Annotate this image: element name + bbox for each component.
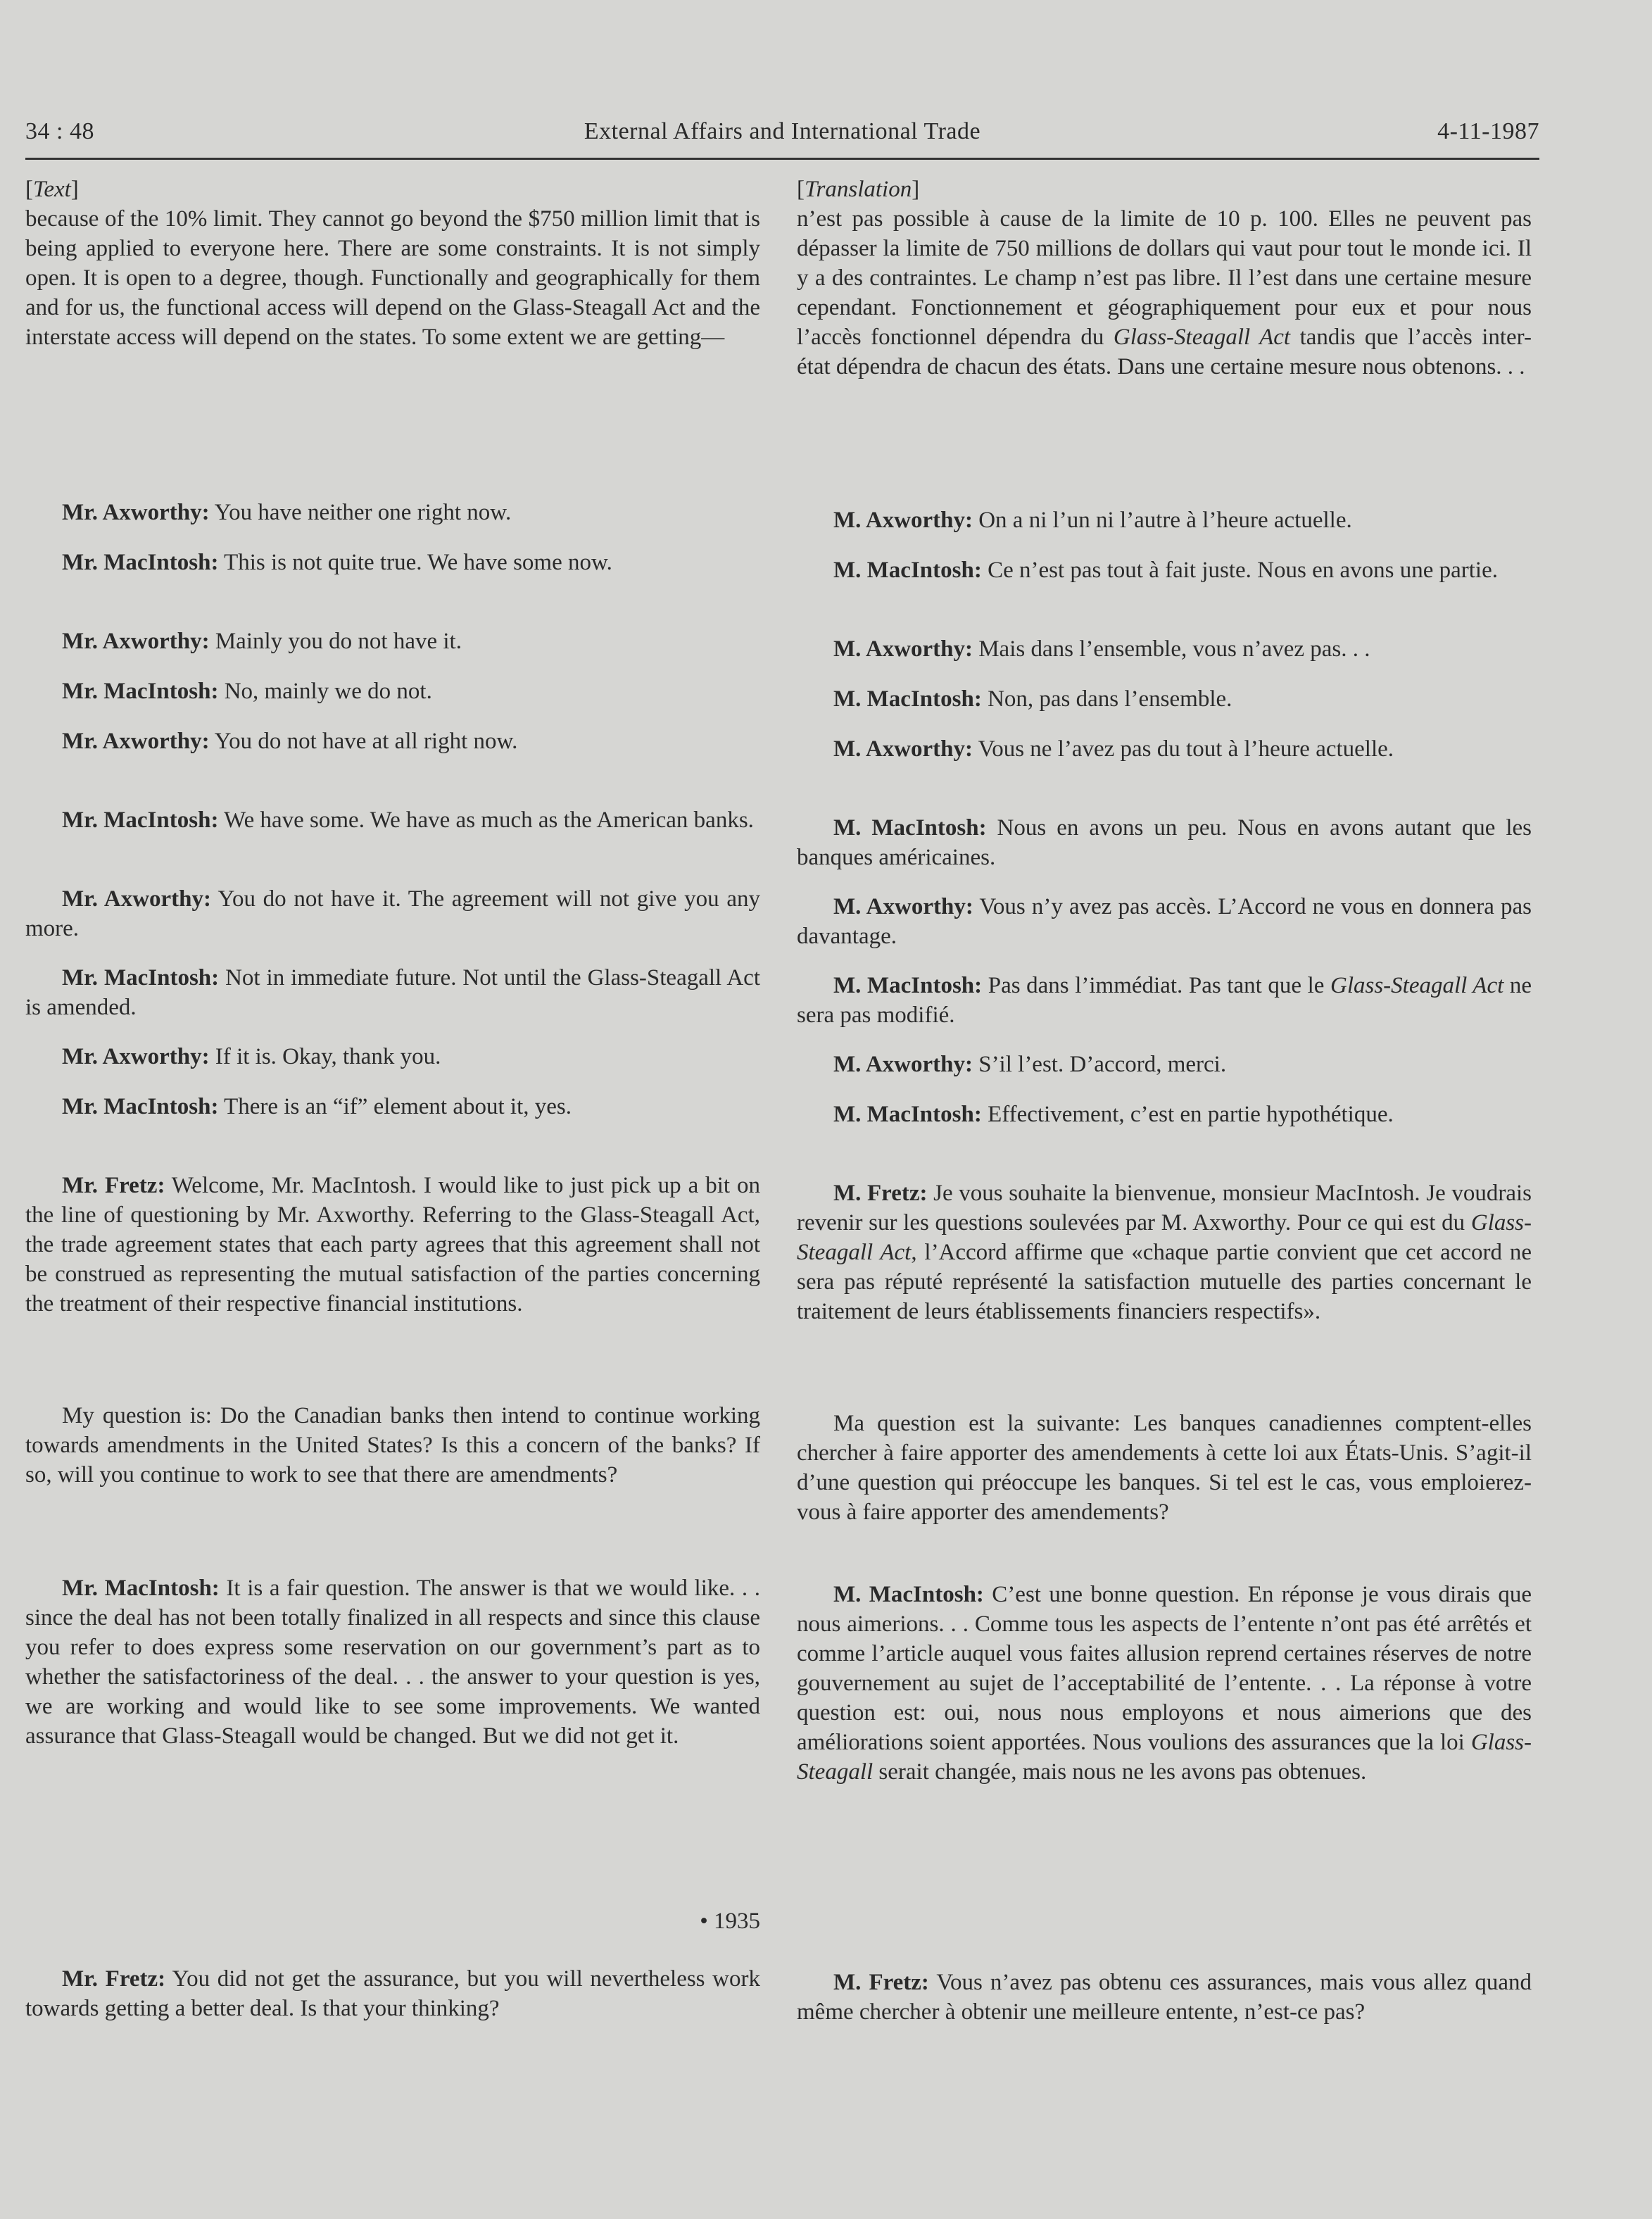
- header-title: External Affairs and International Trade: [584, 118, 981, 144]
- page-reference: 34 : 48: [25, 118, 94, 144]
- speech-paragraph: M. Fretz: Vous n’avez pas obtenu ces assurances, mais vous allez quand même chercher à obtenir une meilleure entente, n’est-ce pas?: [797, 1970, 1532, 2025]
- time-marker: • 1935: [700, 1909, 760, 1934]
- speaker-name: Mr. MacIntosh:: [62, 807, 219, 833]
- paragraph: n’est pas possible à cause de la limite de 10 p. 100. Elles ne peuvent pas dépasser la limite de 750 millions de dollars qui vaut pour tout le monde ici. Il y a des contraintes. Le champ n’est pas libre. Il l’est dans une certaine mesure cependant. Fonctionnement et géographiquement pour eux et pour nous l’accès fonctionnel dépendra du Glass-Steagall Act tandis que l’accès inter-état dépendra de chacun des états. Dans une certaine mesure nous obtenons. . .: [797, 206, 1532, 379]
- speech-paragraph: M. Axworthy: Vous ne l’avez pas du tout à l’heure actuelle.: [833, 736, 1394, 762]
- speaker-name: M. MacIntosh:: [833, 686, 982, 712]
- speech-paragraph: Mr. MacIntosh: Not in immediate future. Not until the Glass-Steagall Act is amended.: [25, 965, 760, 1020]
- speaker-name: Mr. Axworthy:: [62, 886, 212, 912]
- header-date: 4-11-1987: [1437, 118, 1539, 144]
- speech-paragraph: Mr. MacIntosh: No, mainly we do not.: [62, 679, 432, 704]
- speaker-name: Mr. MacIntosh:: [62, 550, 219, 575]
- speech-paragraph: M. MacIntosh: Non, pas dans l’ensemble.: [833, 686, 1232, 712]
- speaker-name: Mr. Fretz:: [62, 1173, 165, 1198]
- speaker-name: M. Fretz:: [833, 1970, 929, 1995]
- speech-paragraph: Mr. Axworthy: You have neither one right now.: [62, 500, 512, 525]
- speech-paragraph: M. MacIntosh: Nous en avons un peu. Nous en avons autant que les banques américaines.: [797, 815, 1532, 870]
- speaker-name: M. Axworthy:: [833, 736, 973, 762]
- speaker-name: M. Axworthy:: [833, 508, 973, 533]
- speech-paragraph: Mr. MacIntosh: It is a fair question. The answer is that we would like. . . since the deal has not been totally finalized in all respects and since this clause you refer to does express some reservation on our government’s part as to whether the satisfactoriness of the deal. . . the answer to your question is yes, we are working and would like to see some improvements. We wanted assurance that Glass-Steagall would be changed. But we did not get it.: [25, 1576, 760, 1749]
- speaker-name: M. Axworthy:: [833, 1052, 973, 1077]
- speaker-name: M. Axworthy:: [833, 894, 973, 919]
- speech-paragraph: M. Fretz: Je vous souhaite la bienvenue, monsieur MacIntosh. Je voudrais revenir sur les questions soulevées par M. Axworthy. Pour ce qui est du Glass-Steagall Act, l’Accord affirme que «chaque partie convient que cet accord ne sera pas réputé représenté la satisfaction mutuelle des parties concernant le traitement de leurs établissements financiers respectifs».: [797, 1181, 1532, 1324]
- paragraph: My question is: Do the Canadian banks then intend to continue working towards amendments in the United States? Is this a concern of the banks? If so, will you continue to work to see that there are amendments?: [25, 1403, 760, 1488]
- text-label: [Text]: [25, 177, 79, 202]
- speech-paragraph: Mr. MacIntosh: We have some. We have as much as the American banks.: [62, 807, 754, 833]
- speaker-name: Mr. MacIntosh:: [62, 965, 220, 991]
- speaker-name: M. MacIntosh:: [833, 815, 987, 841]
- speech-paragraph: M. Axworthy: S’il l’est. D’accord, merci.: [833, 1052, 1227, 1077]
- speech-paragraph: Mr. MacIntosh: This is not quite true. We have some now.: [62, 550, 612, 575]
- speaker-name: M. MacIntosh:: [833, 1582, 984, 1607]
- speaker-name: M. MacIntosh:: [833, 558, 982, 583]
- speech-paragraph: M. Axworthy: Mais dans l’ensemble, vous n’avez pas. . .: [833, 636, 1370, 662]
- speaker-name: Mr. Axworthy:: [62, 500, 210, 525]
- speaker-name: M. MacIntosh:: [833, 973, 983, 998]
- speaker-name: Mr. MacIntosh:: [62, 1576, 220, 1601]
- paragraph: Ma question est la suivante: Les banques canadiennes comptent-elles chercher à faire apporter des amendements à cette loi aux États-Unis. S’agit-il d’une question qui préoccupe les banques. Si tel est le cas, vous emploierez-vous à faire apporter des amendements?: [797, 1411, 1532, 1525]
- speaker-name: Mr. Axworthy:: [62, 729, 210, 754]
- running-header: [25, 118, 1539, 160]
- speaker-name: Mr. Axworthy:: [62, 1044, 210, 1069]
- paragraph: because of the 10% limit. They cannot go beyond the $750 million limit that is being applied to everyone here. There are some constraints. It is not simply open. It is open to a degree, though. Functionally and geographically for them and for us, the functional access will depend on the Glass-Steagall Act and the interstate access will depend on the states. To some extent we are getting—: [25, 206, 760, 350]
- speaker-name: Mr. Fretz:: [62, 1966, 166, 1992]
- speech-paragraph: Mr. Axworthy: You do not have it. The agreement will not give you any more.: [25, 886, 760, 941]
- speech-paragraph: Mr. MacIntosh: There is an “if” element about it, yes.: [62, 1094, 572, 1119]
- speaker-name: M. MacIntosh:: [833, 1102, 982, 1127]
- speech-paragraph: M. MacIntosh: C’est une bonne question. En réponse je vous dirais que nous aimerions. . . Comme tous les aspects de l’entente n’ont pas été arrêtés et comme l’article auquel vous faites allusion reprend certaines réserves de notre gouvernement au sujet de l’acceptabilité de l’entente. . . La réponse à votre question est: oui, nous nous employons et nous aimerions que des améliorations soient apportées. Nous voulions des assurances que la loi Glass-Steagall serait changée, mais nous ne les avons pas obtenues.: [797, 1582, 1532, 1785]
- speaker-name: Mr. MacIntosh:: [62, 1094, 219, 1119]
- speech-paragraph: Mr. Fretz: You did not get the assurance, but you will nevertheless work towards getting a better deal. Is that your thinking?: [25, 1966, 760, 2021]
- speech-paragraph: M. Axworthy: On a ni l’un ni l’autre à l’heure actuelle.: [833, 508, 1352, 533]
- speaker-name: M. Fretz:: [833, 1181, 928, 1206]
- translation-label: [Translation]: [797, 177, 920, 202]
- speaker-name: M. Axworthy:: [833, 636, 973, 662]
- speech-paragraph: M. Axworthy: Vous n’y avez pas accès. L’Accord ne vous en donnera pas davantage.: [797, 894, 1532, 949]
- speech-paragraph: Mr. Axworthy: You do not have at all right now.: [62, 729, 518, 754]
- speaker-name: Mr. Axworthy:: [62, 629, 210, 654]
- speech-paragraph: Mr. Axworthy: Mainly you do not have it.: [62, 629, 462, 654]
- speech-paragraph: M. MacIntosh: Pas dans l’immédiat. Pas tant que le Glass-Steagall Act ne sera pas modifié.: [797, 973, 1532, 1028]
- speech-paragraph: Mr. Axworthy: If it is. Okay, thank you.: [62, 1044, 441, 1069]
- speech-paragraph: M. MacIntosh: Effectivement, c’est en partie hypothétique.: [833, 1102, 1394, 1127]
- speech-paragraph: Mr. Fretz: Welcome, Mr. MacIntosh. I would like to just pick up a bit on the line of questioning by Mr. Axworthy. Referring to the Glass-Steagall Act, the trade agreement states that each party agrees that this agreement shall not be construed as representing the mutual satisfaction of the parties concerning the treatment of their respective financial institutions.: [25, 1173, 761, 1316]
- speaker-name: Mr. MacIntosh:: [62, 679, 219, 704]
- speech-paragraph: M. MacIntosh: Ce n’est pas tout à fait juste. Nous en avons une partie.: [833, 558, 1498, 583]
